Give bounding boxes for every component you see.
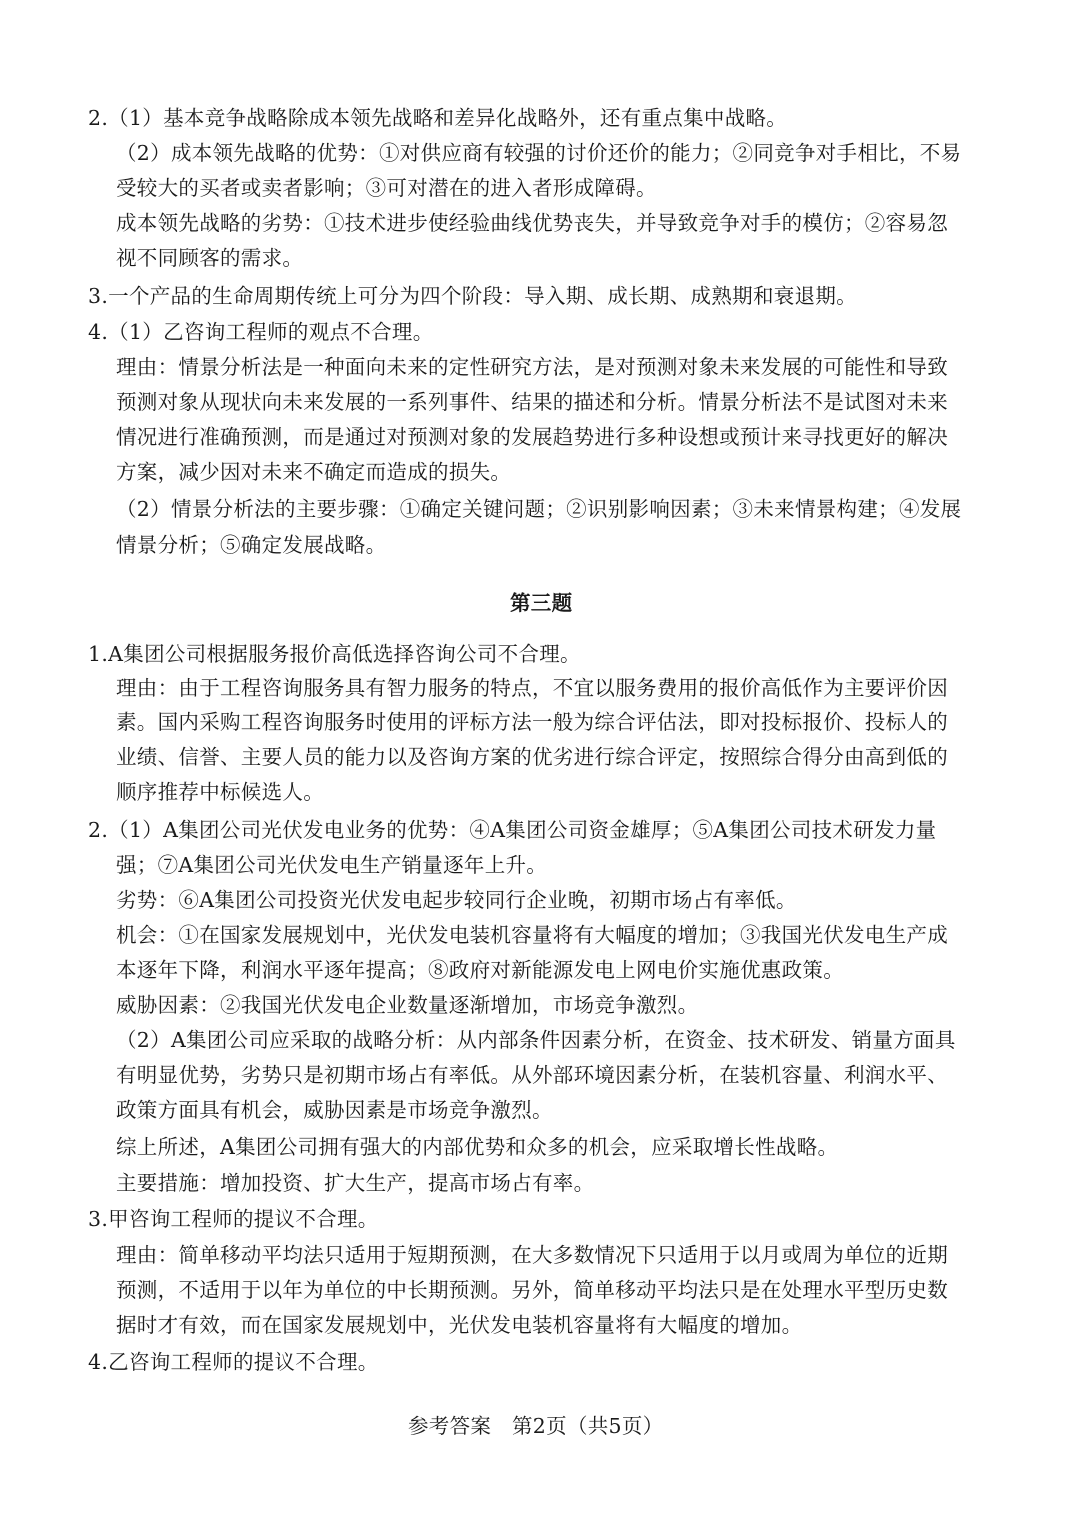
text-line: 理由：由于工程咨询服务具有智力服务的特点，不宜以服务费用的报价高低作为主要评价因 <box>116 676 948 700</box>
text-line: 1.A集团公司根据服务报价高低选择咨询公司不合理。 <box>88 642 581 666</box>
text-line: 3.一个产品的生命周期传统上可分为四个阶段：导入期、成长期、成熟期和衰退期。 <box>88 284 857 308</box>
text-line: 方案，减少因对未来不确定而造成的损失。 <box>116 460 512 484</box>
text-line: 视不同顾客的需求。 <box>116 246 304 270</box>
text-line: 理由：情景分析法是一种面向未来的定性研究方法，是对预测对象未来发展的可能性和导致 <box>116 355 948 379</box>
text-line: 理由：简单移动平均法只适用于短期预测，在大多数情况下只适用于以月或周为单位的近期 <box>116 1243 948 1267</box>
text-line: 素。国内采购工程咨询服务时使用的评标方法一般为综合评估法，即对投标报价、投标人的 <box>116 710 948 734</box>
text-line: 预测，不适用于以年为单位的中长期预测。另外，简单移动平均法只是在处理水平型历史数 <box>116 1278 948 1302</box>
text-line: 情况进行准确预测，而是通过对预测对象的发展趋势进行多种设想或预计来寻找更好的解决 <box>116 425 948 449</box>
text-line: 预测对象从现状向未来发展的一系列事件、结果的描述和分析。情景分析法不是试图对未来 <box>116 390 948 414</box>
text-line: 机会：①在国家发展规划中，光伏发电装机容量将有大幅度的增加；③我国光伏发电生产成 <box>116 923 948 947</box>
text-line: 4.（1）乙咨询工程师的观点不合理。 <box>88 320 434 344</box>
text-line: 主要措施：增加投资、扩大生产，提高市场占有率。 <box>116 1171 595 1195</box>
text-line: 2.（1）A集团公司光伏发电业务的优势：④A集团公司资金雄厚；⑤A集团公司技术研发力量 <box>88 818 937 842</box>
text-line: 本逐年下降，利润水平逐年提高；⑧政府对新能源发电上网电价实施优惠政策。 <box>116 958 844 982</box>
page-footer: 参考答案 第2页（共5页） <box>408 1414 664 1438</box>
text-line: （2）成本领先战略的优势：①对供应商有较强的讨价还价的能力；②同竞争对手相比，不易 <box>116 141 962 165</box>
text-line: 成本领先战略的劣势：①技术进步使经验曲线优势丧失，并导致竞争对手的模仿；②容易忽 <box>116 211 948 235</box>
text-line: 受较大的买者或卖者影响；③可对潜在的进入者形成障碍。 <box>116 176 657 200</box>
section-title: 第三题 <box>510 591 573 615</box>
text-line: 业绩、信誉、主要人员的能力以及咨询方案的优劣进行综合评定，按照综合得分由高到低的 <box>116 745 948 769</box>
text-line: （2）A集团公司应采取的战略分析：从内部条件因素分析，在资金、技术研发、销量方面具 <box>116 1028 956 1052</box>
text-line: 强；⑦A集团公司光伏发电生产销量逐年上升。 <box>116 853 548 877</box>
text-line: 政策方面具有机会，威胁因素是市场竞争激烈。 <box>116 1098 553 1122</box>
text-line: 2.（1）基本竞争战略除成本领先战略和差异化战略外，还有重点集中战略。 <box>88 106 788 130</box>
text-line: 劣势：⑥A集团公司投资光伏发电起步较同行企业晚，初期市场占有率低。 <box>116 888 797 912</box>
text-line: 4.乙咨询工程师的提议不合理。 <box>88 1350 379 1374</box>
text-line: 据时才有效，而在国家发展规划中，光伏发电装机容量将有大幅度的增加。 <box>116 1313 803 1337</box>
text-line: 综上所述，A集团公司拥有强大的内部优势和众多的机会，应采取增长性战略。 <box>116 1135 839 1159</box>
text-line: 威胁因素：②我国光伏发电企业数量逐渐增加，市场竞争激烈。 <box>116 993 699 1017</box>
text-line: （2）情景分析法的主要步骤：①确定关键问题；②识别影响因素；③未来情景构建；④发展 <box>116 497 962 521</box>
text-line: 顺序推荐中标候选人。 <box>116 780 324 804</box>
text-line: 3.甲咨询工程师的提议不合理。 <box>88 1207 379 1231</box>
text-line: 有明显优势，劣势只是初期市场占有率低。从外部环境因素分析，在装机容量、利润水平、 <box>116 1063 948 1087</box>
text-line: 情景分析；⑤确定发展战略。 <box>116 533 387 557</box>
